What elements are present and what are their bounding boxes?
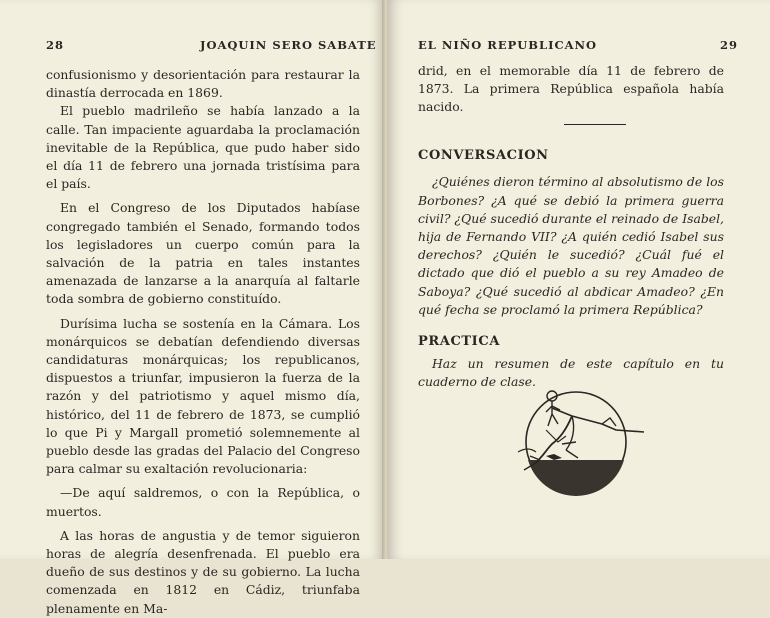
left-paragraph: confusionismo y desorientación para restaurar la dinastía derrocada en 1869. <box>46 67 360 101</box>
right-running-head: EL NIÑO REPUBLICANO <box>418 38 598 52</box>
right-page-body <box>418 62 724 392</box>
left-paragraph: Durísima lucha se sostenía en la Cámara. Los monárquicos se debatían defendiendo diversas candidaturas monárquicas; los republicanos, dispuestos a triunfar, impusieron la fuerza de la razón y del patriotismo y aquel mismo día, histórico, del 11 de febrero de 1873, se cumplió lo que Pi y Margall prometió solemnemente al pueblo desde las gradas del Palacio del Congreso para calmar su exaltación revolucionaria: <box>46 315 360 477</box>
left-running-head: JOAQUIN SERO SABATE <box>200 38 377 52</box>
left-page <box>0 0 384 616</box>
republic-allegory-emblem-icon <box>506 386 666 498</box>
left-paragraph: A las horas de angustia y de temor siguieron horas de alegría desenfrenada. El pueblo era dueño de sus destinos y de su gobierno. La lucha comenzada en 1812 en Cádiz, triunfaba plenamente en Ma- <box>46 527 360 616</box>
right-opening-paragraph: drid, en el memorable día 11 de febrero de 1873. La primera República española había nacido. <box>418 63 724 115</box>
conversation-questions: ¿Quiénes dieron término al absolutismo de los Borbones? ¿A qué se debió la primera guerra civil? ¿Qué sucedió durante el reinado de Isabel, hija de Fernando VII? ¿A quién cedió Isabel sus derechos? ¿Quién le sucedió? ¿Cuál fué el dictado que dió el pueblo a su rey Amadeo de Saboya? ¿Qué sucedió al abdicar Amadeo? ¿En qué fecha se proclamó la primera República? <box>418 174 724 317</box>
practica-instruction: Haz un resumen de este capítulo en tu cuaderno de clase. <box>418 356 724 390</box>
left-page-number: 28 <box>46 38 65 52</box>
end-of-chapter-rule <box>564 124 626 126</box>
right-page-number: 29 <box>720 38 739 52</box>
left-paragraph: El pueblo madrileño se había lanzado a la calle. Tan impaciente aguardaba la proclamación inevitable de la República, que pudo haber sido el día 11 de febrero una jornada tristísima para el país. <box>46 103 360 192</box>
left-page-body <box>46 66 360 618</box>
right-page <box>388 0 770 559</box>
left-paragraph: En el Congreso de los Diputados habíase congregado también el Senado, formando todos los legisladores un cuerpo común para la salvación de la patria en tales instantes amenazada de lanzarse a la anarquía al faltarle toda sombra de gobierno constituído. <box>46 200 360 307</box>
conversation-heading: CONVERSACION <box>418 148 549 164</box>
left-paragraph: —De aquí saldremos, o con la República, o muertos. <box>46 485 360 519</box>
practica-heading: PRACTICA <box>418 334 501 350</box>
